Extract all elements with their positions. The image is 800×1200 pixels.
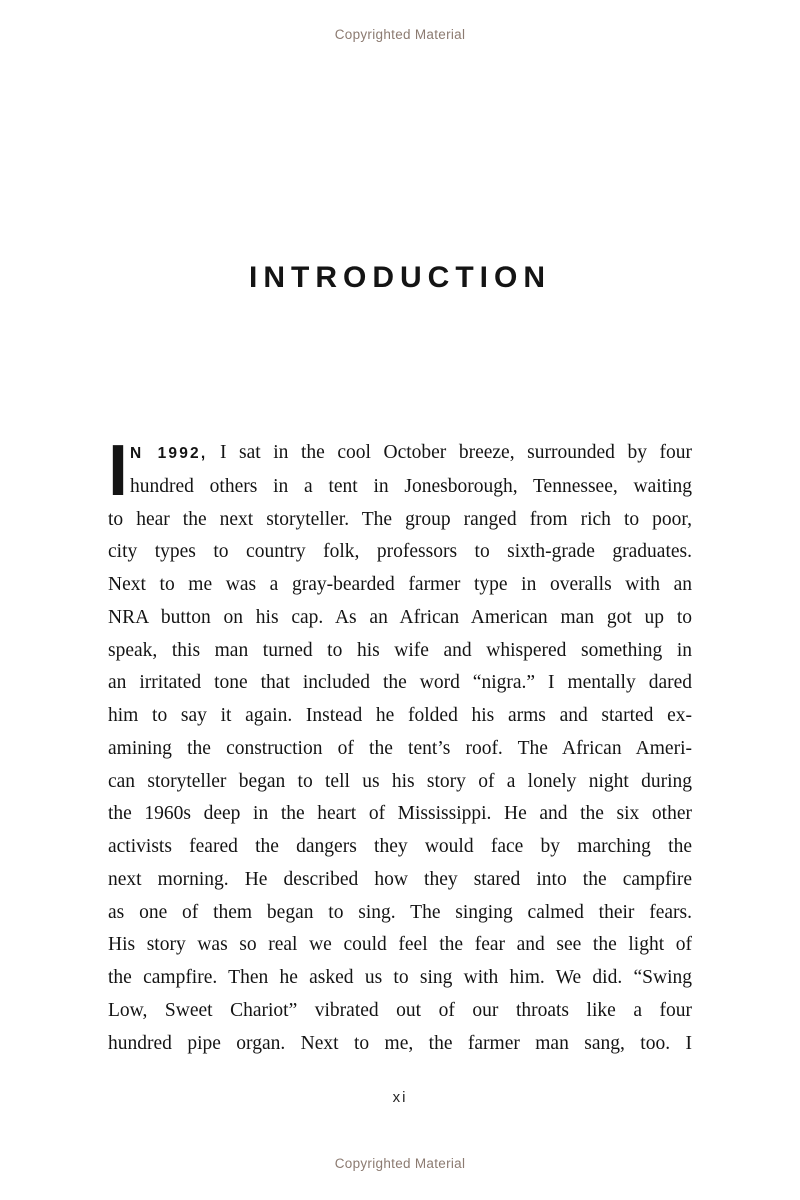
- body-line: city types to country folk, professors to sixth-grade graduates.: [108, 541, 692, 563]
- body-line: speak, this man turned to his wife and whispered something in: [108, 639, 692, 661]
- body-line: next morning. He described how they stared into the campfire: [108, 868, 692, 890]
- body-line: him to say it again. Instead he folded his arms and started ex-: [108, 705, 692, 726]
- body-line: [108, 437, 692, 471]
- copyright-notice-bottom: Copyrighted Material: [334, 1156, 466, 1171]
- body-line: activists feared the dangers they would face by marching the: [108, 836, 692, 857]
- drop-cap: I: [108, 431, 129, 511]
- chapter-title: INTRODUCTION: [249, 261, 551, 294]
- body-line: NRA button on his cap. As an African American man got up to: [108, 606, 692, 628]
- body-line: Low, Sweet Chariot” vibrated out of our throats like a four: [108, 999, 692, 1021]
- lead-in-small-caps: N 1992,: [130, 445, 208, 462]
- body-line-text: I sat in the cool October breeze, surrounded by four: [219, 442, 692, 463]
- body-line: to hear the next storyteller. The group ranged from rich to poor,: [108, 508, 692, 530]
- body-line: an irritated tone that included the word “nigra.” I mentally dared: [108, 672, 692, 694]
- body-line: the campfire. Then he asked us to sing with him. We did. “Swing: [108, 967, 692, 988]
- copyright-notice-top: Copyrighted Material: [334, 27, 466, 42]
- body-paragraph: [108, 431, 692, 1060]
- body-line: can storyteller began to tell us his story of a lonely night during: [108, 770, 692, 792]
- body-line: His story was so real we could feel the fear and see the light of: [108, 934, 692, 956]
- body-line: hundred pipe organ. Next to me, the farmer man sang, too. I: [108, 1032, 692, 1054]
- body-line: the 1960s deep in the heart of Mississippi. He and the six other: [108, 803, 692, 825]
- body-line: as one of them began to sing. The singing calmed their fears.: [108, 901, 692, 923]
- body-line: hundred others in a tent in Jonesborough, Tennessee, waiting: [130, 475, 692, 497]
- body-line: Next to me was a gray-bearded farmer type in overalls with an: [108, 574, 692, 595]
- page-number: xi: [392, 1089, 408, 1106]
- body-line: amining the construction of the tent’s roof. The African Ameri-: [108, 737, 692, 759]
